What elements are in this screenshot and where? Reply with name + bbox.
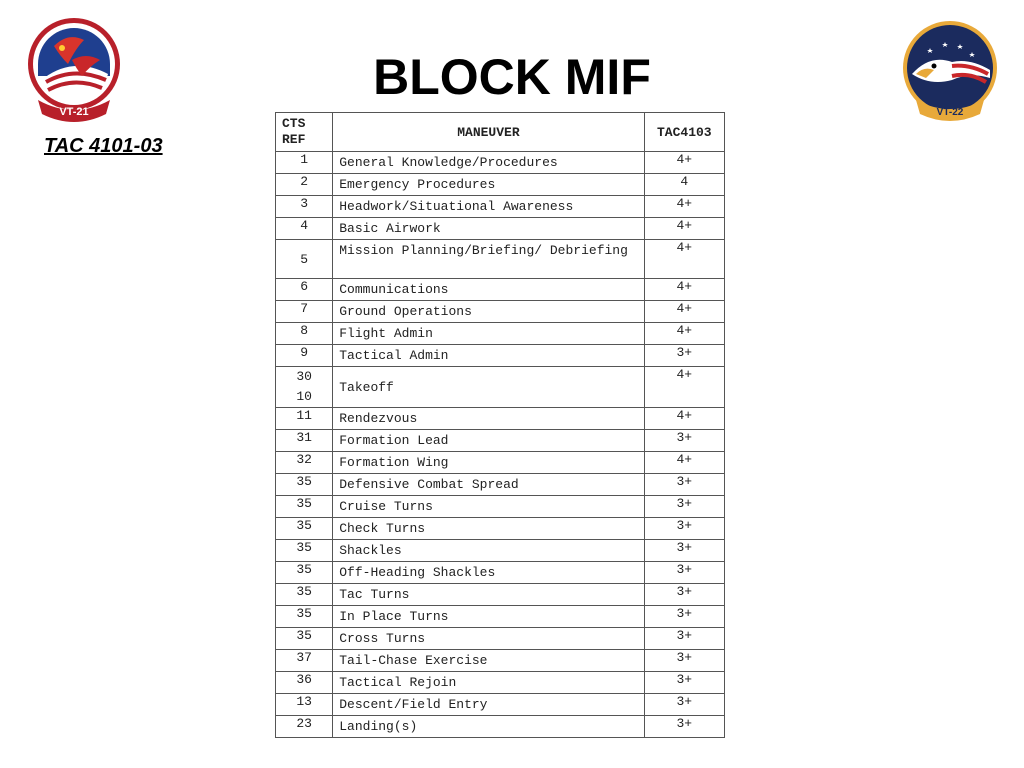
maneuver-cell: Mission Planning/Briefing/ Debriefing xyxy=(333,240,644,279)
level-cell: 4+ xyxy=(644,218,724,240)
vt22-logo-text: VT-22 xyxy=(936,107,964,118)
level-cell: 4 xyxy=(644,174,724,196)
level-cell: 4+ xyxy=(644,196,724,218)
level-cell: 3+ xyxy=(644,650,724,672)
level-cell: 3+ xyxy=(644,562,724,584)
maneuver-cell: Cruise Turns xyxy=(333,496,644,518)
table-header-row xyxy=(276,113,725,152)
cts-ref-cell: 36 xyxy=(276,672,333,694)
cts-ref-cell: 7 xyxy=(276,301,333,323)
cts-ref-cell: 35 xyxy=(276,606,333,628)
maneuver-cell: Tactical Rejoin xyxy=(333,672,644,694)
maneuver-cell: General Knowledge/Procedures xyxy=(333,152,644,174)
level-cell: 3+ xyxy=(644,694,724,716)
cts-ref-line: 10 xyxy=(296,389,312,404)
table-row xyxy=(276,174,725,196)
table-row xyxy=(276,301,725,323)
table-row xyxy=(276,279,725,301)
level-cell: 3+ xyxy=(644,518,724,540)
table-row xyxy=(276,474,725,496)
table-row xyxy=(276,218,725,240)
maneuver-cell: Takeoff xyxy=(333,367,644,408)
maneuver-cell: Tac Turns xyxy=(333,584,644,606)
table-row xyxy=(276,345,725,367)
table-row xyxy=(276,323,725,345)
cts-ref-cell: 35 xyxy=(276,562,333,584)
header-tac4103: TAC4103 xyxy=(644,113,724,152)
maneuver-cell: In Place Turns xyxy=(333,606,644,628)
cts-ref-cell: 35 xyxy=(276,474,333,496)
level-cell: 3+ xyxy=(644,496,724,518)
table-row xyxy=(276,196,725,218)
table-row xyxy=(276,367,725,408)
header-cts-ref xyxy=(276,113,333,152)
maneuver-cell: Emergency Procedures xyxy=(333,174,644,196)
level-cell: 3+ xyxy=(644,606,724,628)
table-row xyxy=(276,650,725,672)
table-row xyxy=(276,408,725,430)
maneuver-cell: Headwork/Situational Awareness xyxy=(333,196,644,218)
table-row xyxy=(276,430,725,452)
level-cell: 3+ xyxy=(644,716,724,738)
cts-ref-cell: 6 xyxy=(276,279,333,301)
maneuver-cell: Cross Turns xyxy=(333,628,644,650)
table-row xyxy=(276,152,725,174)
maneuver-cell: Formation Wing xyxy=(333,452,644,474)
cts-ref-cell: 35 xyxy=(276,628,333,650)
table-row xyxy=(276,628,725,650)
maneuver-cell: Ground Operations xyxy=(333,301,644,323)
table-row xyxy=(276,672,725,694)
level-cell: 3+ xyxy=(644,584,724,606)
vt21-logo-text: VT-21 xyxy=(59,106,89,118)
table-row xyxy=(276,584,725,606)
header-cts-ref-line2: REF xyxy=(282,132,306,147)
table-row xyxy=(276,452,725,474)
maneuver-cell: Formation Lead xyxy=(333,430,644,452)
level-cell: 4+ xyxy=(644,301,724,323)
maneuver-cell: Shackles xyxy=(333,540,644,562)
maneuver-cell: Landing(s) xyxy=(333,716,644,738)
cts-ref-cell: 1 xyxy=(276,152,333,174)
cts-ref-cell: 13 xyxy=(276,694,333,716)
table-row xyxy=(276,562,725,584)
cts-ref-cell: 31 xyxy=(276,430,333,452)
maneuver-cell: Tail-Chase Exercise xyxy=(333,650,644,672)
maneuver-cell: Check Turns xyxy=(333,518,644,540)
cts-ref-cell: 11 xyxy=(276,408,333,430)
header-cts-ref-line1: CTS xyxy=(282,116,306,131)
table-row xyxy=(276,240,725,279)
table-row xyxy=(276,716,725,738)
mif-table xyxy=(275,112,725,738)
level-cell: 3+ xyxy=(644,345,724,367)
maneuver-cell: Flight Admin xyxy=(333,323,644,345)
cts-ref-cell: 5 xyxy=(276,240,333,279)
table-row xyxy=(276,694,725,716)
cts-ref-cell: 35 xyxy=(276,540,333,562)
table-row xyxy=(276,518,725,540)
maneuver-cell: Tactical Admin xyxy=(333,345,644,367)
table-row xyxy=(276,606,725,628)
level-cell: 4+ xyxy=(644,152,724,174)
level-cell: 4+ xyxy=(644,240,724,279)
course-code: TAC 4101-03 xyxy=(44,135,163,157)
cts-ref-cell: 35 xyxy=(276,518,333,540)
cts-ref-cell xyxy=(276,367,333,408)
maneuver-cell: Basic Airwork xyxy=(333,218,644,240)
cts-ref-cell: 35 xyxy=(276,496,333,518)
level-cell: 3+ xyxy=(644,540,724,562)
level-cell: 3+ xyxy=(644,628,724,650)
maneuver-cell: Rendezvous xyxy=(333,408,644,430)
level-cell: 3+ xyxy=(644,430,724,452)
maneuver-cell: Defensive Combat Spread xyxy=(333,474,644,496)
maneuver-cell: Communications xyxy=(333,279,644,301)
cts-ref-cell: 32 xyxy=(276,452,333,474)
cts-ref-cell: 9 xyxy=(276,345,333,367)
cts-ref-cell: 23 xyxy=(276,716,333,738)
header-maneuver: MANEUVER xyxy=(333,113,644,152)
level-cell: 3+ xyxy=(644,474,724,496)
level-cell: 4+ xyxy=(644,279,724,301)
cts-ref-cell: 2 xyxy=(276,174,333,196)
level-cell: 4+ xyxy=(644,323,724,345)
level-cell: 3+ xyxy=(644,672,724,694)
maneuver-cell: Descent/Field Entry xyxy=(333,694,644,716)
cts-ref-cell: 8 xyxy=(276,323,333,345)
level-cell: 4+ xyxy=(644,408,724,430)
table-row xyxy=(276,496,725,518)
level-cell: 4+ xyxy=(644,452,724,474)
cts-ref-cell: 4 xyxy=(276,218,333,240)
maneuver-cell: Off-Heading Shackles xyxy=(333,562,644,584)
cts-ref-cell: 3 xyxy=(276,196,333,218)
slide-title: BLOCK MIF xyxy=(373,49,651,105)
level-cell: 4+ xyxy=(644,367,724,408)
table-row xyxy=(276,540,725,562)
cts-ref-cell: 37 xyxy=(276,650,333,672)
cts-ref-line: 30 xyxy=(296,369,312,384)
cts-ref-cell: 35 xyxy=(276,584,333,606)
